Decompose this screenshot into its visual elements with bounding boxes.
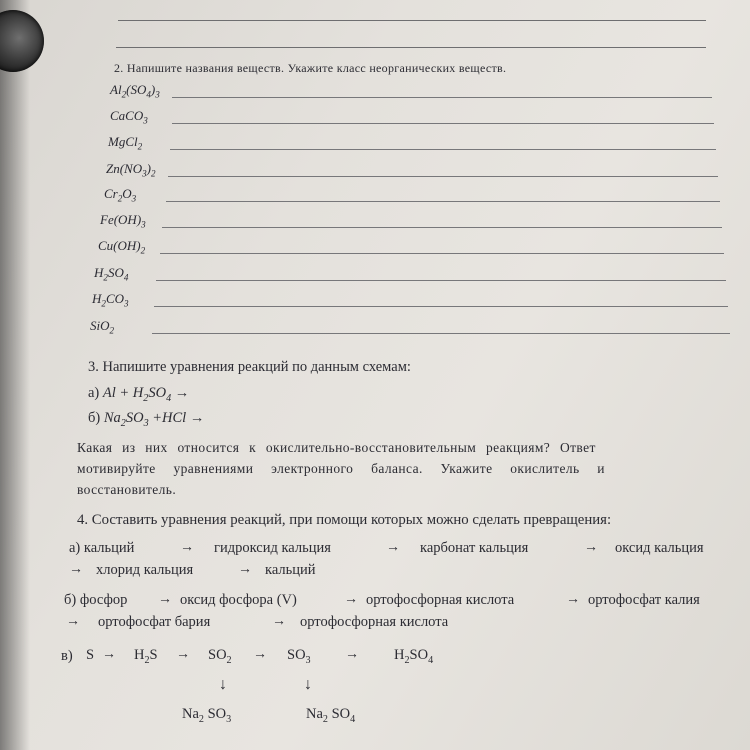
scheme-a-arrow: → [174, 385, 190, 401]
arrow-right-icon: → [66, 614, 80, 629]
formula-item: SiO$_2$ [90, 318, 115, 336]
task3-heading: 3. Напишите уравнения реакций по данным схемам: [88, 359, 411, 375]
arrow-right-icon: → [158, 592, 172, 607]
task2-heading: 2. Напишите названия веществ. Укажите класс неорганических веществ. [114, 61, 507, 75]
chain-a-item3: карбонат кальция [420, 540, 529, 556]
task3-question-line2: мотивируйте уравнениями электронного баланса. Укажите окислитель и [77, 461, 605, 476]
chain-c-h2so4: $H_2SO_4$ [394, 647, 434, 666]
binder-hole [0, 10, 44, 72]
chain-c-so2: $SO_2$ [208, 647, 232, 666]
answer-line [166, 201, 720, 202]
answer-line [170, 149, 716, 150]
formula-item: $Zn(NO_3)_2$ [106, 161, 156, 179]
chain-a-item6: кальций [265, 562, 316, 578]
chain-c-label: в) [61, 648, 73, 664]
formula-item: $H_2CO_3$ [92, 291, 129, 309]
task3-question-line3: восстановитель. [77, 482, 177, 497]
chain-a-item5: хлорид кальция [96, 562, 194, 578]
scheme-a-label: а) [88, 385, 100, 401]
chain-a-item4: оксид кальция [615, 540, 704, 556]
scheme-b-formula: $Na_2SO_3 +HCl$ → [103, 410, 205, 429]
arrow-right-icon: → [345, 647, 359, 662]
answer-line [172, 97, 712, 98]
arrow-right-icon: → [176, 647, 190, 662]
formula-item: $Cr_2O_3$ [104, 186, 137, 204]
arrow-right-icon: → [102, 647, 116, 662]
arrow-right-icon: → [69, 562, 83, 577]
chain-b-item6: ортофосфорная кислота [300, 614, 449, 630]
scheme-b-label: б) [88, 410, 101, 426]
arrow-right-icon: → [238, 562, 252, 577]
chain-c-sulfur: S [86, 647, 95, 663]
answer-line [116, 47, 706, 48]
answer-line [168, 176, 718, 177]
answer-line [118, 20, 706, 21]
arrow-down-icon: ↓ [219, 676, 227, 693]
chain-b-item1: б) фосфор [64, 592, 128, 608]
task3-question-line1: Какая из них относится к окислительно-восстановительным реакциям? Ответ [77, 440, 596, 455]
chain-b-item3: ортофосфорная кислота [366, 592, 515, 608]
arrow-right-icon: → [272, 614, 286, 629]
task4-heading: 4. Составить уравнения реакций, при помощи которых можно сделать превращения: [77, 512, 612, 528]
answer-line [162, 227, 722, 228]
arrow-right-icon: → [253, 647, 267, 662]
chain-c-h2s: $H_2S$ [134, 647, 158, 666]
chain-b-item2: оксид фосфора (V) [180, 592, 297, 608]
arrow-right-icon: → [344, 592, 358, 607]
arrow-right-icon: → [386, 540, 400, 555]
task3-scheme-a [88, 385, 189, 404]
chain-c-na2so4: $Na_2$ $SO_4$ [306, 706, 356, 725]
answer-line [154, 306, 728, 307]
answer-line [152, 333, 730, 334]
chain-a-item1: а) кальций [69, 540, 135, 556]
chain-c-na2so3: $Na_2$ $SO_3$ [182, 706, 232, 725]
chain-b-item5: ортофосфат бария [98, 614, 211, 630]
formula-item: $Cu(OH)_2$ [98, 238, 146, 256]
answer-line [160, 253, 724, 254]
arrow-right-icon: → [584, 540, 598, 555]
page-shadow [0, 0, 30, 750]
formula-item: $Al_2(SO_4)_3$ [110, 82, 160, 100]
arrow-right-icon: → [566, 592, 580, 607]
chain-a-item2: гидроксид кальция [214, 540, 331, 556]
formula-item: MgCl$_2$ [108, 134, 143, 152]
formula-item: CaCO$_3$ [110, 108, 148, 126]
chain-c-so3: $SO_3$ [287, 647, 311, 666]
answer-line [156, 280, 726, 281]
task3-scheme-b [88, 410, 204, 429]
arrow-down-icon: ↓ [304, 676, 312, 693]
scheme-a-formula: $Al + H_2SO_4$ [102, 385, 172, 404]
chain-b-item4: ортофосфат калия [588, 592, 700, 608]
arrow-right-icon: → [180, 540, 194, 555]
formula-item: $H_2SO_4$ [94, 265, 129, 283]
answer-line [172, 123, 714, 124]
formula-item: $Fe(OH)_3$ [100, 212, 146, 230]
